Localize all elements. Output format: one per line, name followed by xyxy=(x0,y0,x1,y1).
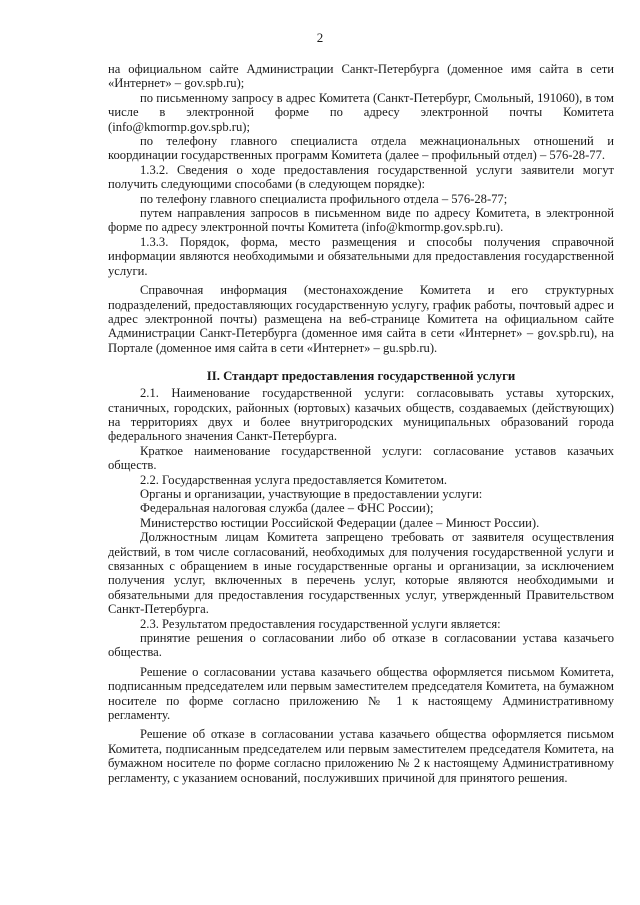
paragraph: Решение о согласовании устава казачьего общества оформляется письмом Комитета, подписанным председателем или первым заместителем председателя Комитета, на бумажном носителе по форме согласно приложению № 1 к настоящему Административному регламенту. xyxy=(108,664,614,723)
paragraph: Должностным лицам Комитета запрещено требовать от заявителя осуществления действий, в том числе согласований, необходимых для получения государственной услуги и связанных с обращением в иные государственные органы и организации, за исключением получения услуг, включенных в перечень услуг, которые являются необходимыми и обязательными для предоставления государственных услуг, утвержденный Правительством Санкт-Петербурга. xyxy=(108,530,614,617)
paragraph: 1.3.3. Порядок, форма, место размещения и способы получения справочной информации являются необходимыми и обязательными для предоставления государственной услуги. xyxy=(108,234,614,278)
paragraph: 1.3.2. Сведения о ходе предоставления государственной услуги заявители могут получить следующими способами (в следующем порядке): xyxy=(108,162,614,192)
paragraph: 2.2. Государственная услуга предоставляется Комитетом. xyxy=(140,472,448,487)
paragraph: Министерство юстиции Российской Федерации (далее – Минюст России). xyxy=(140,515,540,530)
paragraph: Федеральная налоговая служба (далее – ФНС России); xyxy=(140,501,434,516)
section-heading: II. Стандарт предоставления государственной услуги xyxy=(206,369,516,384)
paragraph: принятие решения о согласовании либо об отказе в согласовании устава казачьего общества. xyxy=(108,631,614,660)
paragraph: по письменному запросу в адрес Комитета (Санкт-Петербург, Смольный, 191060), в том числе в электронной форме по адресу электронной почты Комитета (info@kmormp.gov.spb.ru); xyxy=(108,90,614,134)
paragraph: по телефону главного специалиста профильного отдела – 576-28-77; xyxy=(140,191,508,206)
paragraph: Решение об отказе в согласовании устава казачьего общества оформляется письмом Комитета, подписанным председателем или первым заместителем председателя Комитета, на бумажном носителе по форме согласно приложению № 2 к настоящему Административному регламенту, с указанием оснований, послуживших причиной для принятого решения. xyxy=(108,727,614,785)
paragraph: путем направления запросов в письменном виде по адресу Комитета, в электронной форме по адресу электронной почты Комитета (info@kmormp.gov.spb.ru). xyxy=(108,206,614,235)
document-body xyxy=(108,62,614,785)
paragraph: Справочная информация (местонахождение Комитета и его структурных подразделений, предоставляющих государственную услугу, график работы, почтовый адрес и адрес электронной почты) размещена на веб-странице Комитета на официальном сайте Администрации Санкт-Петербурга (доменное имя сайта в сети «Интернет» – gov.spb.ru), на Портале (доменное имя сайта в сети «Интернет» – gu.spb.ru). xyxy=(108,283,614,355)
paragraph: на официальном сайте Администрации Санкт-Петербурга (доменное имя сайта в сети «Интернет» – gov.spb.ru); xyxy=(108,62,614,91)
paragraph: Краткое наименование государственной услуги: согласование уставов казачьих обществ. xyxy=(108,443,614,473)
page-number: 2 xyxy=(316,30,324,45)
paragraph: 2.3. Результатом предоставления государственной услуги является: xyxy=(140,616,501,631)
paragraph: Органы и организации, участвующие в предоставлении услуги: xyxy=(140,486,483,501)
paragraph: 2.1. Наименование государственной услуги: согласовывать уставы хуторских, станичных, городских, районных (юртовых) казачьих обществ, создаваемых (действующих) на территориях двух и более внутригородских муниципальных образований города федерального значения Санкт-Петербурга. xyxy=(108,386,614,444)
paragraph: по телефону главного специалиста отдела межнациональных отношений и координации государственных программ Комитета (далее – профильный отдел) – 576-28-77. xyxy=(108,134,614,163)
